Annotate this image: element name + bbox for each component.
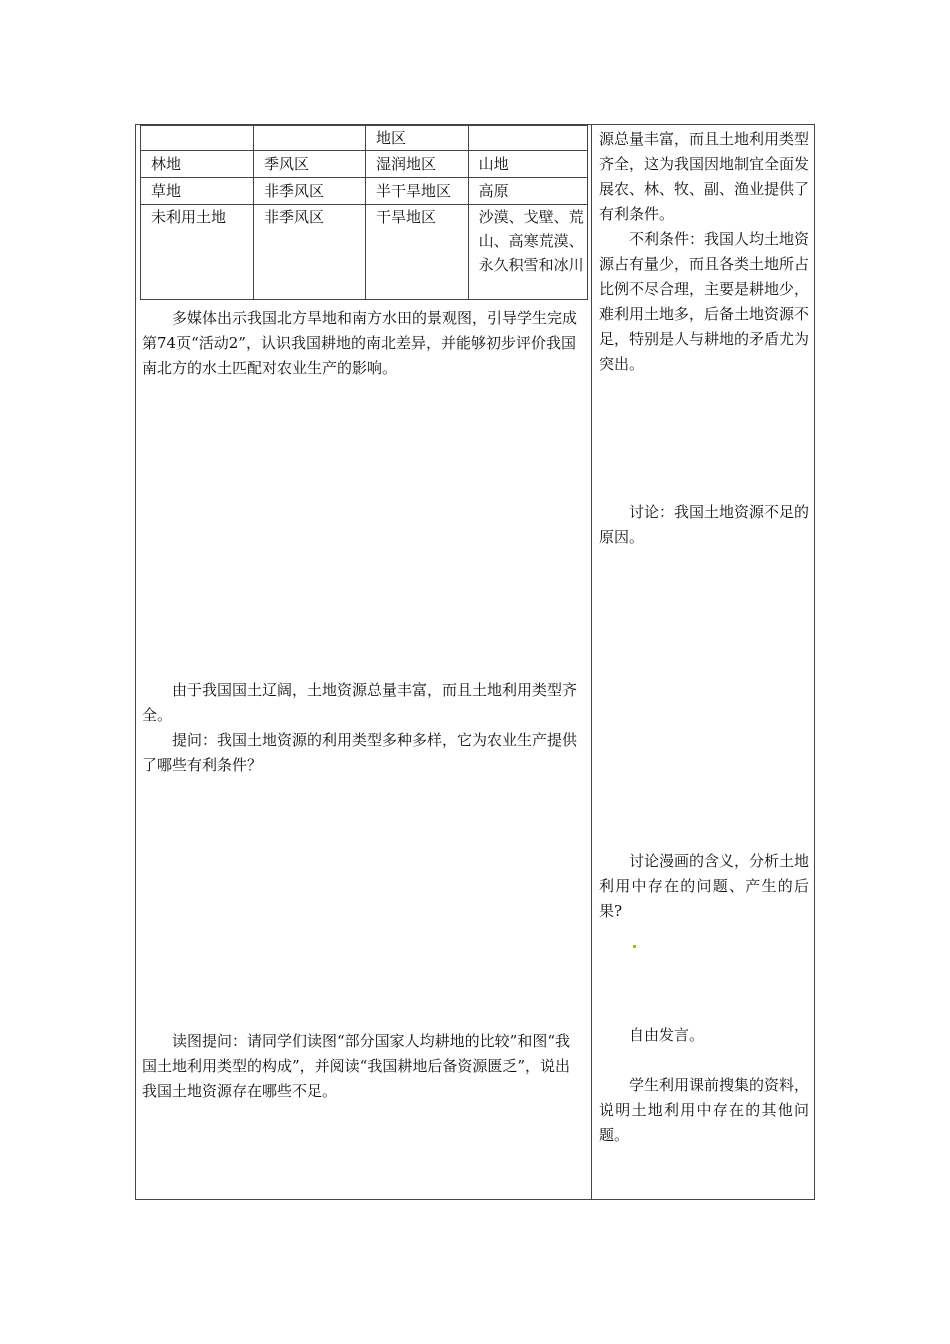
table-cell: 草地 [141, 178, 254, 205]
table-row [141, 205, 588, 300]
lesson-table [135, 124, 815, 1200]
left-paragraph-2: 由于我国国土辽阔，土地资源总量丰富，而且土地利用类型齐全。 提问：我国土地资源的利用类型多种多样，它为农业生产提供了哪些有利条件？ [142, 681, 578, 774]
table-cell: 半干旱地区 [366, 178, 469, 205]
right-paragraph-5: 学生利用课前搜集的资料，说明土地利用中存在的其他问题。 [599, 1076, 810, 1144]
right-paragraph-3: 讨论漫画的含义，分析土地利用中存在的问题、产生的后果? [599, 852, 810, 920]
table-cell: 沙漠、戈壁、荒山、高寒荒漠、永久积雪和冰川 [468, 205, 587, 300]
left-paragraph-1: 多媒体出示我国北方旱地和南方水田的景观图，引导学生完成第74页“活动2”，认识我国耕地的南北差异，并能够初步评价我国南北方的水土匹配对农业生产的影响。 [142, 309, 578, 377]
table-cell: 湿润地区 [366, 151, 469, 178]
table-row [141, 178, 588, 205]
table-cell [141, 126, 254, 151]
right-paragraph-4: 自由发言。 [629, 1026, 705, 1044]
table-cell: 高原 [468, 178, 587, 205]
right-paragraph-1: 源总量丰富，而且土地利用类型齐全，这为我国因地制宜全面发展农、林、牧、副、渔业提供了有利条件。 不利条件：我国人均土地资源占有量少，而且各类土地所占比例不尽合理，主要是耕地少，难利用土地多，后备土地资源不足，特别是人与耕地的矛盾尤为突出。 [599, 130, 810, 373]
left-paragraph-3: 读图提问：请同学们读图“部分国家人均耕地的比较”和图“我国土地利用类型的构成”，并阅读“我国耕地后备资源匮乏”，说出我国土地资源存在哪些不足。 [142, 1032, 571, 1100]
column-divider [591, 125, 592, 1199]
table-cell: 季风区 [254, 151, 366, 178]
table-cell: 地区 [366, 126, 469, 151]
right-paragraph-2: 讨论：我国土地资源不足的原因。 [599, 503, 810, 546]
table-cell: 山地 [468, 151, 587, 178]
table-row [141, 126, 588, 151]
table-row [141, 151, 588, 178]
land-type-table [140, 125, 588, 300]
table-cell: 干旱地区 [366, 205, 469, 300]
table-cell: 非季风区 [254, 205, 366, 300]
table-cell [468, 126, 587, 151]
table-cell: 未利用土地 [141, 205, 254, 300]
table-cell: 非季风区 [254, 178, 366, 205]
stray-dot [633, 945, 636, 948]
table-cell: 林地 [141, 151, 254, 178]
table-cell [254, 126, 366, 151]
